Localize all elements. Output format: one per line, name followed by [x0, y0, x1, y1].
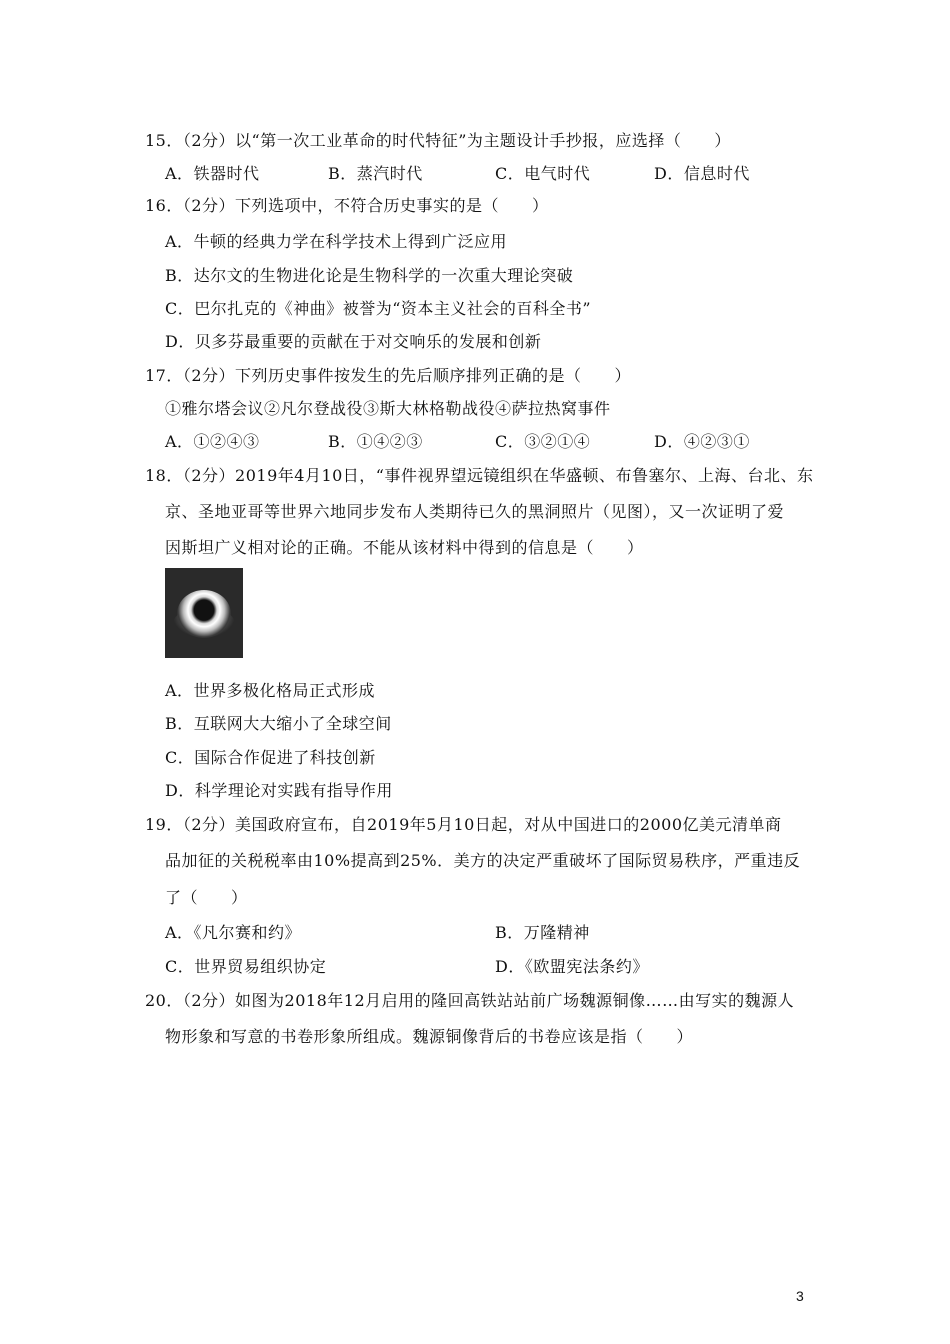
- option-b: B．①④②③: [328, 432, 423, 451]
- photo-ring: [177, 590, 231, 638]
- question-16-option-b: B．达尔文的生物进化论是生物科学的一次重大理论突破: [165, 266, 574, 285]
- question-19-stem-line-1: 19．（2分）美国政府宣布，自2019年5月10日起，对从中国进口的2000亿美元清单商: [145, 815, 782, 834]
- question-18-option-d: D．科学理论对实践有指导作用: [165, 781, 393, 800]
- question-20-stem-line-1: 20．（2分）如图为2018年12月启用的隆回高铁站站前广场魏源铜像……由写实的魏源人: [145, 991, 795, 1010]
- question-20-stem-line-2: 物形象和写意的书卷形象所组成。魏源铜像背后的书卷应该是指（ ）: [165, 1027, 694, 1046]
- option-a: A．铁器时代: [165, 164, 260, 183]
- option-c: C．电气时代: [495, 164, 591, 183]
- black-hole-photo: [165, 568, 243, 658]
- question-17-events: ①雅尔塔会议②凡尔登战役③斯大林格勒战役④萨拉热窝事件: [165, 399, 611, 418]
- option-d: D．④②③①: [654, 432, 750, 451]
- question-19-option-d: D．《欧盟宪法条约》: [495, 957, 649, 976]
- page-number: 3: [796, 1288, 804, 1304]
- question-19-option-b: B．万隆精神: [495, 923, 590, 942]
- question-16-option-c: C．巴尔扎克的《神曲》被誉为“资本主义社会的百科全书”: [165, 299, 592, 318]
- question-15-stem: 15．（2分）以“第一次工业革命的时代特征”为主题设计手抄报，应选择（ ）: [145, 131, 731, 150]
- question-18-stem-line-1: 18．（2分）2019年4月10日，“事件视界望远镜组织在华盛顿、布鲁塞尔、上海、台北、东: [145, 466, 814, 485]
- question-16-option-a: A．牛顿的经典力学在科学技术上得到广泛应用: [165, 232, 508, 251]
- option-a: A．①②④③: [165, 432, 260, 451]
- question-18-option-a: A．世界多极化格局正式形成: [165, 681, 376, 700]
- option-d: D．信息时代: [654, 164, 750, 183]
- question-19-stem-line-2: 品加征的关税税率由10%提高到25%．美方的决定严重破坏了国际贸易秩序，严重违反: [165, 851, 801, 870]
- question-17-stem: 17．（2分）下列历史事件按发生的先后顺序排列正确的是（ ）: [145, 366, 632, 385]
- question-18-stem-line-2: 京、圣地亚哥等世界六地同步发布人类期待已久的黑洞照片（见图），又一次证明了爱: [165, 502, 785, 521]
- question-18-option-c: C．国际合作促进了科技创新: [165, 748, 376, 767]
- option-b: B．蒸汽时代: [328, 164, 423, 183]
- option-c: C．③②①④: [495, 432, 591, 451]
- question-19-stem-line-3: 了（ ）: [165, 888, 248, 907]
- question-19-option-a: A．《凡尔赛和约》: [165, 923, 302, 942]
- question-16-stem: 16．（2分）下列选项中，不符合历史事实的是（ ）: [145, 196, 549, 215]
- question-19-option-c: C．世界贸易组织协定: [165, 957, 327, 976]
- question-16-option-d: D．贝多芬最重要的贡献在于对交响乐的发展和创新: [165, 332, 542, 351]
- question-18-stem-line-3: 因斯坦广义相对论的正确。不能从该材料中得到的信息是（ ）: [165, 538, 644, 557]
- question-18-option-b: B．互联网大大缩小了全球空间: [165, 714, 392, 733]
